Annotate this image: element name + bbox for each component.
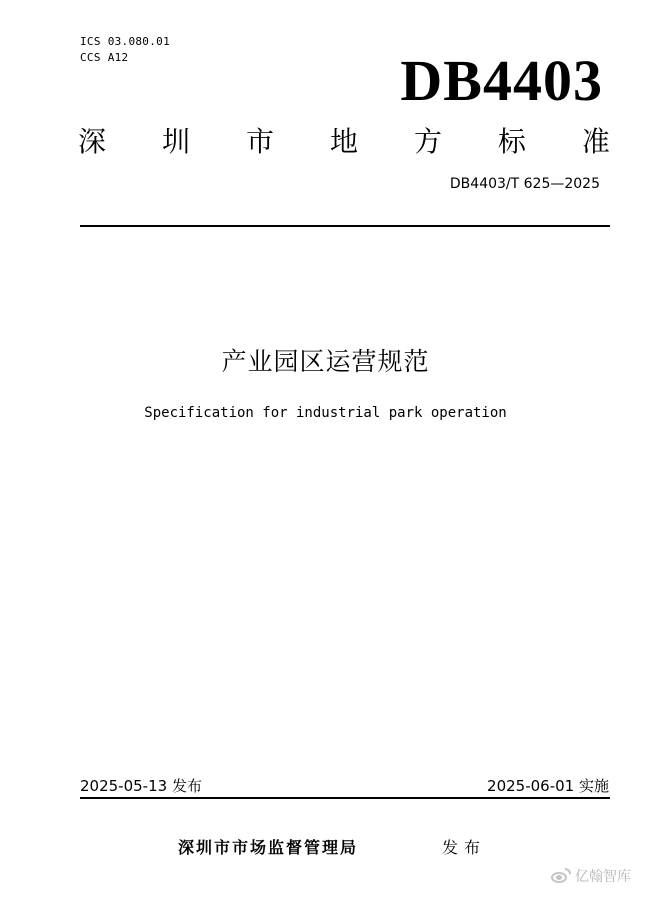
standard-name-char: 市 (245, 125, 274, 158)
issue-date: 2025-05-13 发布 (80, 777, 202, 795)
ccs-code: CCS A12 (80, 51, 129, 64)
standard-name (78, 122, 610, 162)
ics-code: ICS 03.080.01 (80, 35, 170, 48)
standard-mark: DB4403 (400, 48, 603, 113)
standard-name-char: 准 (581, 125, 610, 158)
document-title-zh: 产业园区运营规范 (221, 347, 430, 376)
standard-name-char: 地 (329, 125, 358, 158)
footer-divider (80, 797, 610, 799)
classification-codes (80, 34, 170, 66)
watermark (549, 866, 631, 886)
standard-name-char: 圳 (161, 125, 190, 158)
publish-label: 发布 (442, 838, 487, 857)
header-divider (80, 225, 610, 227)
weibo-icon (549, 868, 571, 884)
document-number: DB4403/T 625—2025 (449, 176, 600, 192)
standard-name-char: 方 (413, 125, 442, 158)
standard-name-char: 标 (497, 125, 526, 158)
document-title-en: Specification for industrial park operation (144, 405, 507, 421)
watermark-text: 亿翰智库 (575, 869, 631, 885)
standard-name-char: 深 (78, 125, 107, 158)
implementation-date: 2025-06-01 实施 (487, 777, 609, 795)
issuing-authority: 深圳市市场监督管理局 (178, 838, 359, 857)
